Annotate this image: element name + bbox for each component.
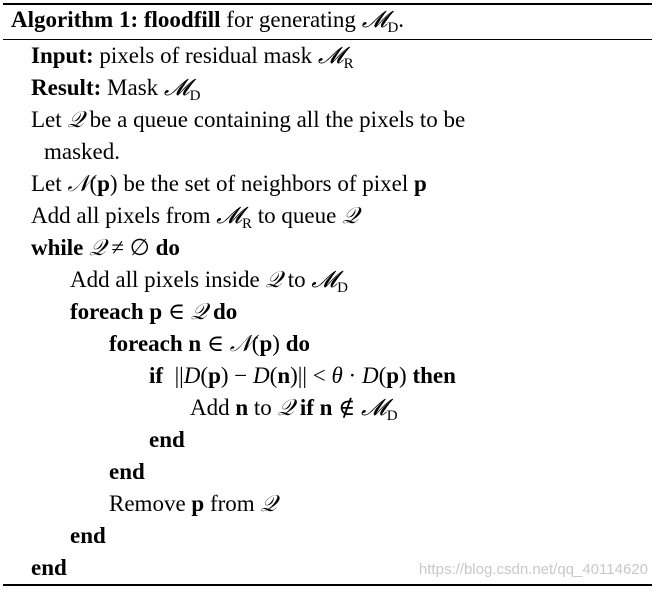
add-inside-text-a: Add all pixels inside <box>70 267 260 292</box>
add-pixels-text-b: to queue <box>257 203 337 228</box>
math-Q: 𝒬 <box>342 203 359 228</box>
math-N: 𝒩 <box>229 331 252 356</box>
math-sub-D: D <box>386 408 398 424</box>
math-n: n <box>319 395 333 420</box>
end-keyword: end <box>109 459 145 484</box>
math-M: 𝓜 <box>311 267 338 292</box>
add-neighbor-text-a: Add <box>190 395 230 420</box>
math-M: 𝓜 <box>216 203 243 228</box>
remove-line <box>109 489 277 519</box>
math-n: n <box>188 331 202 356</box>
while-line <box>31 233 180 263</box>
math-M: 𝓜 <box>360 395 387 420</box>
end-foreach-n-line <box>109 457 145 487</box>
math-notin: ∉ <box>338 395 356 420</box>
math-Q: 𝒬 <box>265 267 282 292</box>
end-while-line <box>31 553 67 583</box>
let-queue-text: be a queue containing all the pixels to be <box>89 107 466 132</box>
math-p: p <box>149 299 163 324</box>
caption-end: . <box>398 7 405 32</box>
do-keyword: do <box>285 331 310 356</box>
math-paren-open: ( <box>89 171 98 196</box>
math-p: p <box>97 171 110 196</box>
result-text: Mask <box>107 75 159 100</box>
math-Q: 𝒬 <box>67 107 84 132</box>
foreach-p-line <box>70 297 237 327</box>
let-queue-cont-text: masked. <box>44 139 121 164</box>
let-neighbors-line <box>31 169 427 199</box>
math-in: ∈ <box>206 331 224 356</box>
caption-symbol: 𝓜 <box>361 7 388 32</box>
if-keyword: if <box>149 363 164 388</box>
math-n: n <box>235 395 249 420</box>
math-p: p <box>413 171 427 196</box>
math-sub-R: R <box>242 216 253 232</box>
caption-rule <box>3 39 652 40</box>
math-condition: ||D(p) − D(n)|| < θ · D(p) <box>174 363 407 388</box>
end-if-line <box>149 425 185 455</box>
let-neighbors-text: be the set of neighbors of pixel <box>123 171 409 196</box>
caption-name: floodfill <box>143 7 221 32</box>
foreach-n-line <box>109 329 310 359</box>
do-keyword: do <box>213 299 238 324</box>
remove-text-b: from <box>209 491 255 516</box>
let-queue-continuation <box>44 137 120 167</box>
math-paren-close: ) <box>109 171 118 196</box>
if-line <box>149 361 456 391</box>
math-Q: 𝒬 <box>277 395 295 420</box>
let-word: Let <box>31 171 62 196</box>
math-M: 𝓜 <box>163 75 190 100</box>
if-keyword: if <box>299 395 314 420</box>
math-Q: 𝒬 <box>190 299 208 324</box>
end-keyword: end <box>31 555 67 580</box>
add-inside-text-b: to <box>287 267 306 292</box>
let-queue-line <box>31 105 465 135</box>
math-Q: 𝒬 <box>260 491 277 516</box>
math-N: 𝒩 <box>67 171 90 196</box>
while-keyword: while <box>31 235 84 260</box>
math-p: p <box>191 491 205 516</box>
math-sub-R: R <box>343 56 354 72</box>
input-keyword: Input: <box>31 43 94 68</box>
foreach-keyword: foreach <box>70 299 144 324</box>
math-sub-D: D <box>337 280 348 296</box>
then-keyword: then <box>412 363 456 388</box>
add-neighbor-line <box>190 393 398 431</box>
result-keyword: Result: <box>31 75 102 100</box>
input-text: pixels of residual mask <box>99 43 313 68</box>
watermark: https://blog.csdn.net/qq_40114620 <box>418 561 648 578</box>
caption-label: Algorithm 1: <box>11 7 139 32</box>
remove-text-a: Remove <box>109 491 186 516</box>
foreach-keyword: foreach <box>109 331 183 356</box>
math-paren-open: ( <box>251 331 260 356</box>
let-word: Let <box>31 107 62 132</box>
add-neighbor-text-b: to <box>253 395 272 420</box>
end-keyword: end <box>70 523 106 548</box>
math-neq: ≠ ∅ <box>111 235 150 260</box>
caption-subscript: D <box>387 20 399 36</box>
do-keyword: do <box>155 235 180 260</box>
bottom-rule <box>3 584 652 586</box>
algorithm-caption <box>11 4 404 44</box>
math-M: 𝓜 <box>317 43 344 68</box>
add-pixels-text-a: Add all pixels from <box>31 203 211 228</box>
math-p: p <box>259 331 273 356</box>
end-keyword: end <box>149 427 185 452</box>
math-Q: 𝒬 <box>89 235 106 260</box>
caption-text: for generating <box>226 7 356 32</box>
math-paren-close: ) <box>272 331 280 356</box>
end-foreach-p-line <box>70 521 106 551</box>
math-in: ∈ <box>167 299 185 324</box>
math-sub-D: D <box>189 88 201 104</box>
